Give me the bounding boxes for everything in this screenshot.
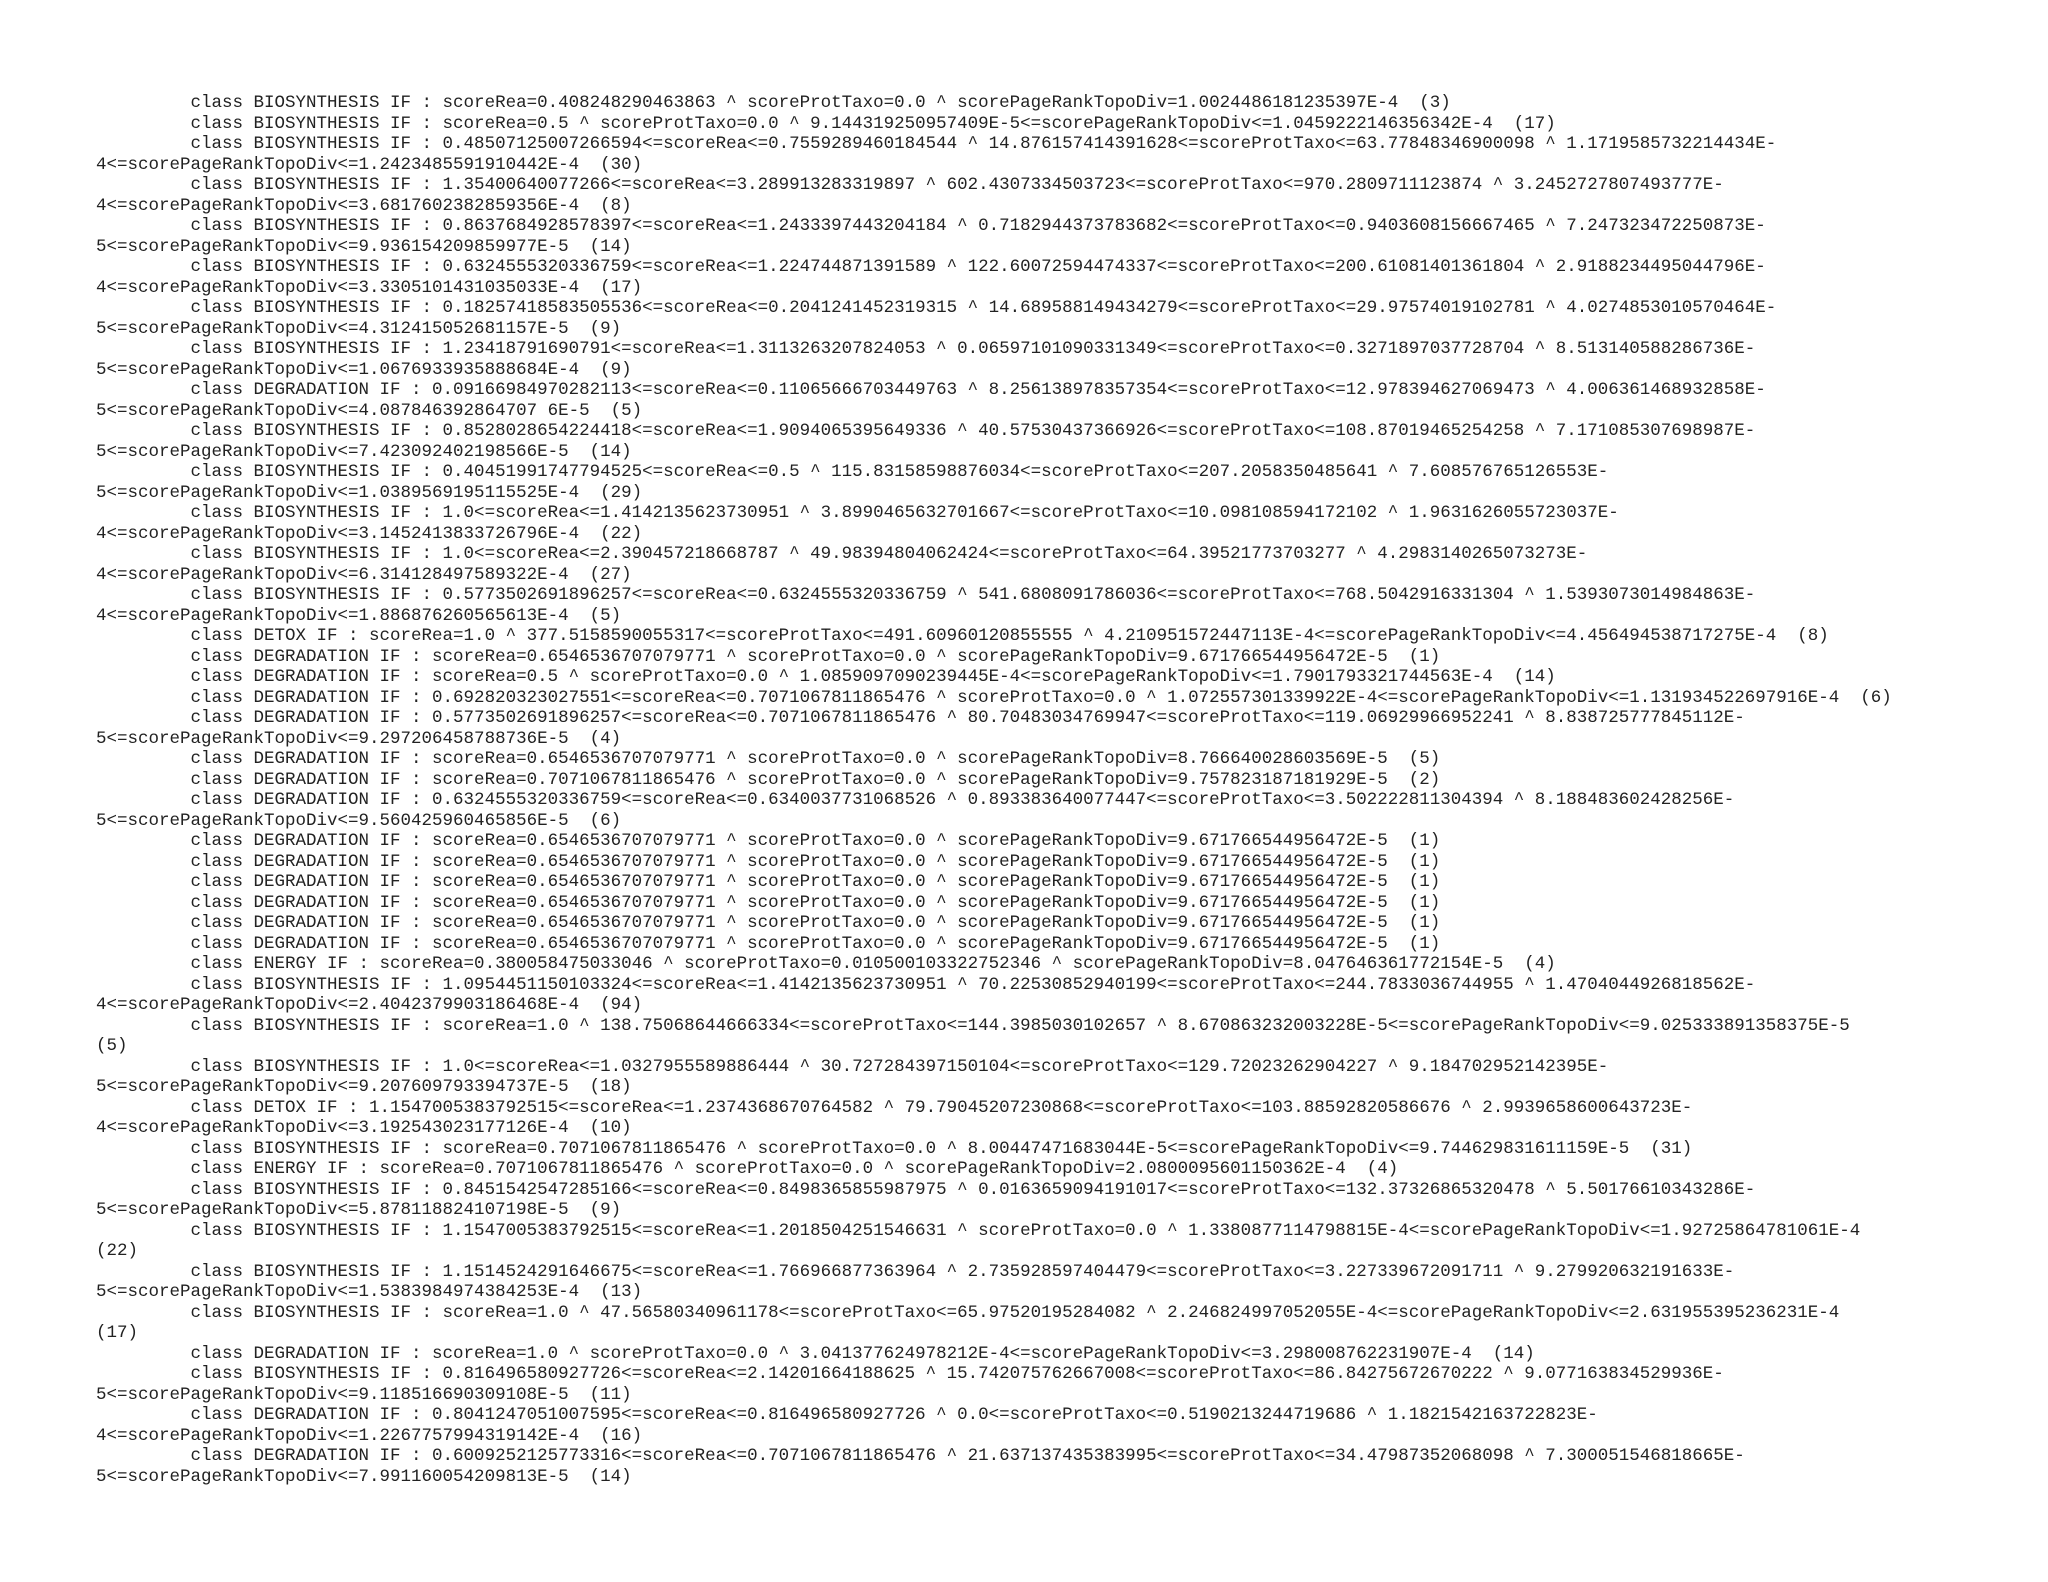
rule-line: class DEGRADATION IF : 0.5773502691896257<=scoreRea<=0.7071067811865476 ^ 80.70483034769947<=scoreProtTaxo<=119.06929966952241 ^ 8.838725777845112E- <box>96 708 1745 728</box>
rule-line: class BIOSYNTHESIS IF : 0.6324555320336759<=scoreRea<=1.224744871391589 ^ 122.60072594474337<=scoreProtTaxo<=200.61081401361804 ^ 2.9188234495044796E- <box>96 257 1766 277</box>
rule-line: (5) <box>96 1036 128 1056</box>
rule-line: class DEGRADATION IF : 0.09166984970282113<=scoreRea<=0.11065666703449763 ^ 8.256138978357354<=scoreProtTaxo<=12.978394627069473 ^ 4.006361468932858E- <box>96 380 1766 400</box>
rule-line: class DEGRADATION IF : scoreRea=0.6546536707079771 ^ scoreProtTaxo=0.0 ^ scorePageRankTopoDiv=9.671766544956472E-5 (1) <box>96 892 1441 913</box>
rule-line: class BIOSYNTHESIS IF : 1.35400640077266<=scoreRea<=3.289913283319897 ^ 602.4307334503723<=scoreProtTaxo<=970.2809711123874 ^ 3.2452727807493777E- <box>96 175 1724 195</box>
rule-line: 4<=scorePageRankTopoDiv<=1.2423485591910442E-4 (30) <box>96 154 643 175</box>
rule-line: (22) <box>96 1241 139 1261</box>
rule-line: class DEGRADATION IF : scoreRea=0.6546536707079771 ^ scoreProtTaxo=0.0 ^ scorePageRankTopoDiv=9.671766544956472E-5 (1) <box>96 851 1441 872</box>
rule-line: class DEGRADATION IF : 0.6009252125773316<=scoreRea<=0.7071067811865476 ^ 21.637137435383995<=scoreProtTaxo<=34.47987352068098 ^ 7.300051546818665E- <box>96 1446 1745 1466</box>
rule-line: 4<=scorePageRankTopoDiv<=3.192543023177126E-4 (10) <box>96 1118 632 1138</box>
rule-line: class BIOSYNTHESIS IF : scoreRea=0.7071067811865476 ^ scoreProtTaxo=0.0 ^ 8.00447471683044E-5<=scorePageRankTopoDiv<=9.744629831611159E-5 (31) <box>96 1138 1693 1159</box>
rule-line: class BIOSYNTHESIS IF : 1.1514524291646675<=scoreRea<=1.766966877363964 ^ 2.735928597404479<=scoreProtTaxo<=3.227339672091711 ^ 9.279920632191633E- <box>96 1261 1735 1282</box>
rule-line: 5<=scorePageRankTopoDiv<=9.118516690309108E-5 (11) <box>96 1384 632 1405</box>
rule-line: 5<=scorePageRankTopoDiv<=9.936154209859977E-5 (14) <box>96 236 632 257</box>
rule-line: class BIOSYNTHESIS IF : 0.8637684928578397<=scoreRea<=1.2433397443204184 ^ 0.7182944373783682<=scoreProtTaxo<=0.9403608156667465 ^ 7.247323472250873E- <box>96 216 1766 236</box>
rule-line: class DEGRADATION IF : scoreRea=0.6546536707079771 ^ scoreProtTaxo=0.0 ^ scorePageRankTopoDiv=8.766640028603569E-5 (5) <box>96 749 1441 769</box>
rule-line: class BIOSYNTHESIS IF : 0.8528028654224418<=scoreRea<=1.9094065395649336 ^ 40.57530437366926<=scoreProtTaxo<=108.87019465254258 ^ 7.171085307698987E- <box>96 421 1756 441</box>
rule-line: 5<=scorePageRankTopoDiv<=7.991160054209813E-5 (14) <box>96 1466 632 1487</box>
rule-line: class BIOSYNTHESIS IF : 0.48507125007266594<=scoreRea<=0.7559289460184544 ^ 14.876157414391628<=scoreProtTaxo<=63.77848346900098 ^ 1.1719585732214434E- <box>96 134 1777 154</box>
rule-line: class DEGRADATION IF : 0.6324555320336759<=scoreRea<=0.6340037731068526 ^ 0.893383640077447<=scoreProtTaxo<=3.502222811304394 ^ 8.188483602428256E- <box>96 790 1735 810</box>
rule-line: class BIOSYNTHESIS IF : 0.5773502691896257<=scoreRea<=0.6324555320336759 ^ 541.6808091786036<=scoreProtTaxo<=768.5042916331304 ^ 1.5393073014984863E- <box>96 585 1756 605</box>
rule-line: class DEGRADATION IF : scoreRea=0.6546536707079771 ^ scoreProtTaxo=0.0 ^ scorePageRankTopoDiv=9.671766544956472E-5 (1) <box>96 933 1441 954</box>
rule-line: 5<=scorePageRankTopoDiv<=1.0676933935888684E-4 (9) <box>96 359 632 380</box>
rule-line: 4<=scorePageRankTopoDiv<=3.6817602382859356E-4 (8) <box>96 195 632 216</box>
rule-line: class BIOSYNTHESIS IF : 0.816496580927726<=scoreRea<=2.14201664188625 ^ 15.742075762667008<=scoreProtTaxo<=86.84275672670222 ^ 9.077163834529936E- <box>96 1364 1724 1384</box>
rule-line: 5<=scorePageRankTopoDiv<=1.0389569195115525E-4 (29) <box>96 482 643 503</box>
rule-line: class DEGRADATION IF : scoreRea=1.0 ^ scoreProtTaxo=0.0 ^ 3.041377624978212E-4<=scorePageRankTopoDiv<=3.298008762231907E-4 (14) <box>96 1343 1535 1364</box>
rule-line: (17) <box>96 1323 139 1343</box>
rule-line: class BIOSYNTHESIS IF : scoreRea=0.408248290463863 ^ scoreProtTaxo=0.0 ^ scorePageRankTopoDiv=1.0024486181235397E-4 (3) <box>96 93 1451 113</box>
rule-line: class BIOSYNTHESIS IF : 0.18257418583505536<=scoreRea<=0.2041241452319315 ^ 14.689588149434279<=scoreProtTaxo<=29.97574019102781 ^ 4.0274853010570464E- <box>96 298 1777 318</box>
rule-line: class DETOX IF : scoreRea=1.0 ^ 377.5158590055317<=scoreProtTaxo<=491.60960120855555 ^ 4.210951572447113E-4<=scorePageRankTopoDiv<=4.456494538717275E-4 (8) <box>96 626 1829 646</box>
rule-line: class DEGRADATION IF : scoreRea=0.6546536707079771 ^ scoreProtTaxo=0.0 ^ scorePageRankTopoDiv=9.671766544956472E-5 (1) <box>96 831 1441 851</box>
rule-line: class BIOSYNTHESIS IF : 0.8451542547285166<=scoreRea<=0.8498365855987975 ^ 0.0163659094191017<=scoreProtTaxo<=132.37326865320478 ^ 5.50176610343286E- <box>96 1179 1756 1200</box>
rule-line: class DEGRADATION IF : scoreRea=0.7071067811865476 ^ scoreProtTaxo=0.0 ^ scorePageRankTopoDiv=9.757823187181929E-5 (2) <box>96 769 1441 790</box>
rule-line: class BIOSYNTHESIS IF : scoreRea=1.0 ^ 47.56580340961178<=scoreProtTaxo<=65.97520195284082 ^ 2.246824997052055E-4<=scorePageRankTopoDiv<=2.631955395236231E-4 <box>96 1302 1840 1323</box>
rule-line: class BIOSYNTHESIS IF : 1.0<=scoreRea<=2.390457218668787 ^ 49.98394804062424<=scoreProtTaxo<=64.39521773703277 ^ 4.2983140265073273E- <box>96 544 1588 564</box>
rule-line: 4<=scorePageRankTopoDiv<=1.886876260565613E-4 (5) <box>96 605 622 626</box>
rule-line: class BIOSYNTHESIS IF : 1.0<=scoreRea<=1.0327955589886444 ^ 30.727284397150104<=scoreProtTaxo<=129.72023262904227 ^ 9.184702952142395E- <box>96 1056 1609 1077</box>
rule-line: class BIOSYNTHESIS IF : 1.23418791690791<=scoreRea<=1.3113263207824053 ^ 0.06597101090331349<=scoreProtTaxo<=0.3271897037728704 ^ 8.513140588286736E- <box>96 339 1756 359</box>
rule-line: 5<=scorePageRankTopoDiv<=9.207609793394737E-5 (18) <box>96 1077 632 1097</box>
rule-line: class DEGRADATION IF : scoreRea=0.6546536707079771 ^ scoreProtTaxo=0.0 ^ scorePageRankTopoDiv=9.671766544956472E-5 (1) <box>96 913 1441 933</box>
rule-line: 4<=scorePageRankTopoDiv<=3.3305101431035033E-4 (17) <box>96 277 643 298</box>
rule-line: 4<=scorePageRankTopoDiv<=3.1452413833726796E-4 (22) <box>96 523 643 544</box>
rule-line: class DEGRADATION IF : 0.692820323027551<=scoreRea<=0.7071067811865476 ^ scoreProtTaxo=0.0 ^ 1.072557301339922E-4<=scorePageRankTopoDiv<=1.131934522697916E-4 (6) <box>96 687 1892 708</box>
rule-line: class DEGRADATION IF : scoreRea=0.5 ^ scoreProtTaxo=0.0 ^ 1.0859097090239445E-4<=scorePageRankTopoDiv<=1.7901793321744563E-4 (14) <box>96 667 1556 687</box>
rule-line: 5<=scorePageRankTopoDiv<=9.560425960465856E-5 (6) <box>96 810 622 831</box>
rule-line: class BIOSYNTHESIS IF : 1.0<=scoreRea<=1.4142135623730951 ^ 3.8990465632701667<=scoreProtTaxo<=10.098108594172102 ^ 1.9631626055723037E- <box>96 503 1619 523</box>
rule-line: class BIOSYNTHESIS IF : 1.0954451150103324<=scoreRea<=1.4142135623730951 ^ 70.22530852940199<=scoreProtTaxo<=244.7833036744955 ^ 1.4704044926818562E- <box>96 974 1756 995</box>
rule-line: class BIOSYNTHESIS IF : scoreRea=1.0 ^ 138.75068644666334<=scoreProtTaxo<=144.3985030102657 ^ 8.670863232003228E-5<=scorePageRankTopoDiv<=9.025333891358375E-5 <box>96 1015 1850 1036</box>
rule-line: class BIOSYNTHESIS IF : scoreRea=0.5 ^ scoreProtTaxo=0.0 ^ 9.144319250957409E-5<=scorePageRankTopoDiv<=1.0459222146356342E-4 (17) <box>96 113 1556 134</box>
rule-line: class ENERGY IF : scoreRea=0.380058475033046 ^ scoreProtTaxo=0.010500103322752346 ^ scorePageRankTopoDiv=8.047646361772154E-5 (4) <box>96 954 1556 974</box>
rule-line: 5<=scorePageRankTopoDiv<=9.297206458788736E-5 (4) <box>96 728 622 749</box>
rule-line: class DEGRADATION IF : 0.8041247051007595<=scoreRea<=0.816496580927726 ^ 0.0<=scoreProtTaxo<=0.5190213244719686 ^ 1.1821542163722823E- <box>96 1405 1598 1425</box>
rule-line: 5<=scorePageRankTopoDiv<=5.878118824107198E-5 (9) <box>96 1200 622 1220</box>
rule-line: 5<=scorePageRankTopoDiv<=4.312415052681157E-5 (9) <box>96 318 622 339</box>
rule-line: 5<=scorePageRankTopoDiv<=1.5383984974384253E-4 (13) <box>96 1282 643 1302</box>
rule-line: class DETOX IF : 1.1547005383792515<=scoreRea<=1.2374368670764582 ^ 79.79045207230868<=scoreProtTaxo<=103.88592820586676 ^ 2.9939658600643723E- <box>96 1097 1693 1118</box>
rule-line: class BIOSYNTHESIS IF : 1.1547005383792515<=scoreRea<=1.2018504251546631 ^ scoreProtTaxo=0.0 ^ 1.3380877114798815E-4<=scorePageRankTopoDiv<=1.92725864781061E-4 <box>96 1220 1861 1241</box>
rule-line: class BIOSYNTHESIS IF : 0.40451991747794525<=scoreRea<=0.5 ^ 115.83158598876034<=scoreProtTaxo<=207.2058350485641 ^ 7.608576765126553E- <box>96 462 1609 482</box>
rule-line: 5<=scorePageRankTopoDiv<=4.087846392864707 6E-5 (5) <box>96 400 643 421</box>
rule-line: 5<=scorePageRankTopoDiv<=7.423092402198566E-5 (14) <box>96 441 632 462</box>
rule-line: 4<=scorePageRankTopoDiv<=1.2267757994319142E-4 (16) <box>96 1425 643 1446</box>
rule-line: class ENERGY IF : scoreRea=0.7071067811865476 ^ scoreProtTaxo=0.0 ^ scorePageRankTopoDiv=2.0800095601150362E-4 (4) <box>96 1159 1399 1179</box>
rule-line: 4<=scorePageRankTopoDiv<=2.4042379903186468E-4 (94) <box>96 995 643 1015</box>
rule-listing <box>96 93 2016 1487</box>
rule-line: class DEGRADATION IF : scoreRea=0.6546536707079771 ^ scoreProtTaxo=0.0 ^ scorePageRankTopoDiv=9.671766544956472E-5 (1) <box>96 646 1441 667</box>
rule-line: 4<=scorePageRankTopoDiv<=6.314128497589322E-4 (27) <box>96 564 632 585</box>
rule-line: class DEGRADATION IF : scoreRea=0.6546536707079771 ^ scoreProtTaxo=0.0 ^ scorePageRankTopoDiv=9.671766544956472E-5 (1) <box>96 872 1441 892</box>
